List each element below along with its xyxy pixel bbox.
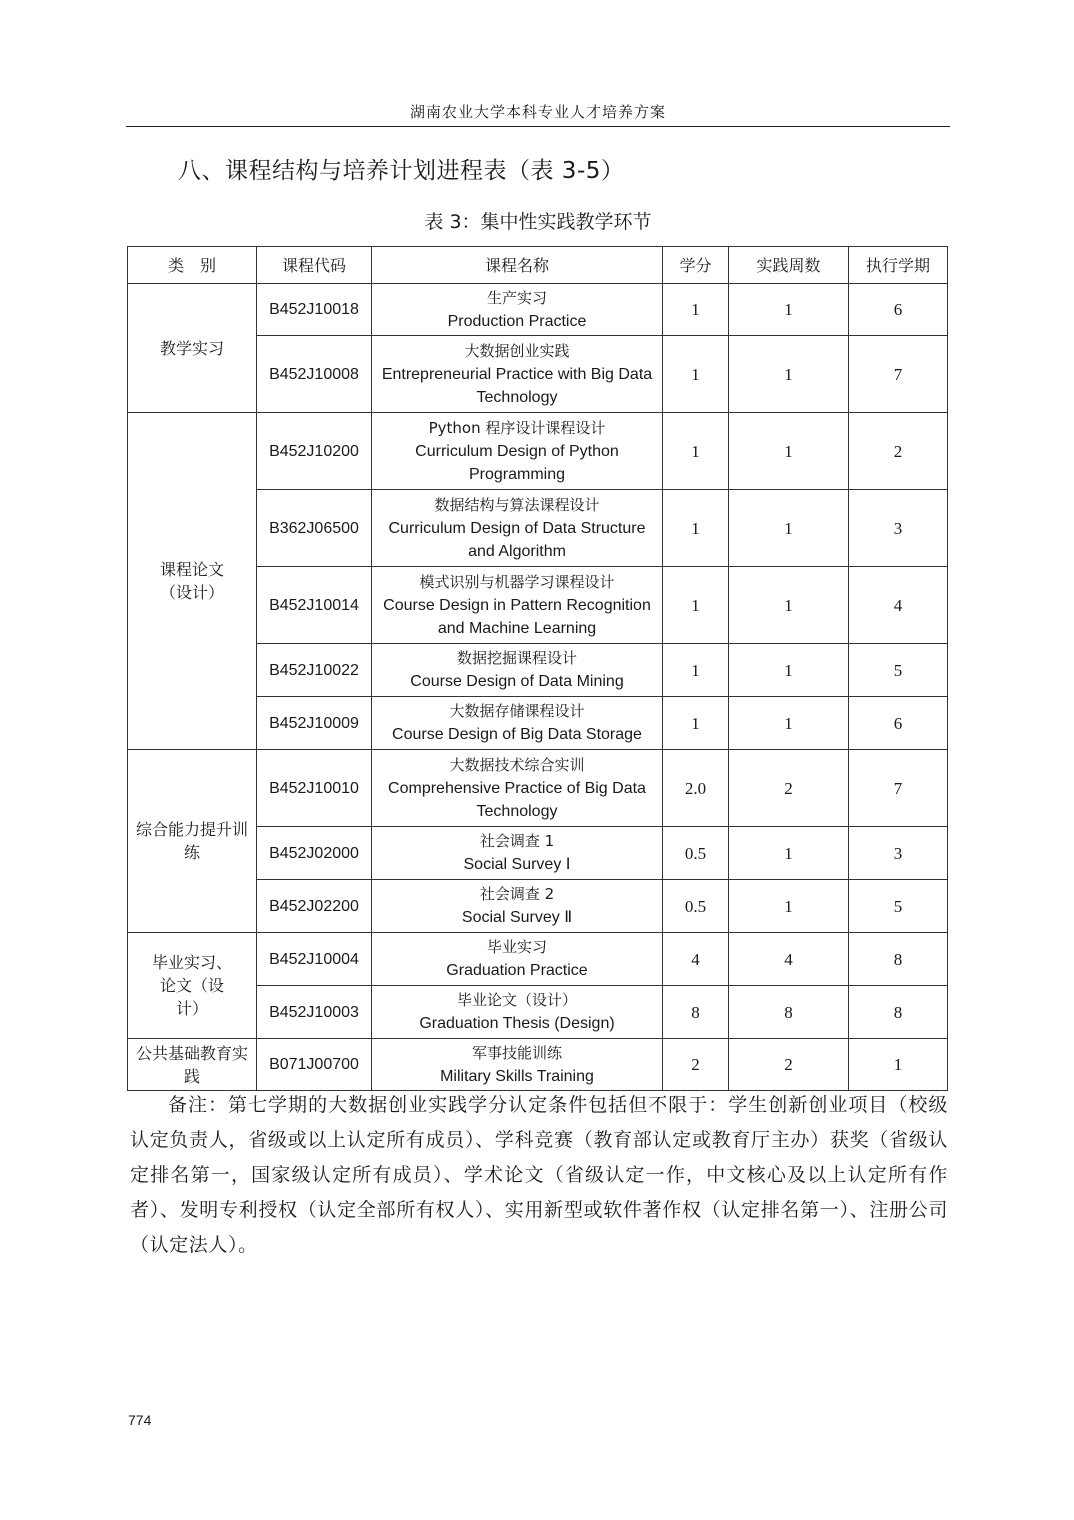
semester-cell: 8	[849, 933, 948, 986]
page-number: 774	[128, 1412, 152, 1428]
course-code-cell: B452J10010	[257, 750, 372, 827]
course-code-cell: B452J10009	[257, 697, 372, 750]
course-name-zh: 社会调查 1	[479, 832, 555, 850]
column-header-weeks: 实践周数	[729, 247, 849, 284]
course-name-cell	[372, 567, 663, 644]
weeks-cell: 1	[729, 490, 849, 567]
course-name-cell	[372, 750, 663, 827]
category-cell	[128, 284, 257, 413]
credits-cell: 1	[663, 567, 729, 644]
semester-cell: 3	[849, 827, 948, 880]
course-code-cell: B452J10008	[257, 336, 372, 413]
course-name-zh: 生产实习	[486, 288, 547, 307]
course-name-en: Graduation Practice	[446, 962, 588, 979]
course-name-zh: 数据挖掘课程设计	[456, 649, 577, 667]
table-caption: 表 3：集中性实践教学环节	[424, 211, 652, 233]
table-body	[128, 284, 948, 1091]
credits-cell: 1	[663, 284, 729, 336]
course-name-en: Curriculum Design of Data Structure and Algorithm	[388, 519, 646, 560]
course-code-cell: B452J10200	[257, 413, 372, 490]
table-row	[128, 750, 948, 827]
semester-cell: 7	[849, 750, 948, 827]
weeks-cell: 1	[729, 697, 849, 750]
course-name-zh: 大数据存储课程设计	[449, 702, 585, 720]
category-cell	[128, 413, 257, 750]
course-name-en: Comprehensive Practice of Big Data Technology	[388, 779, 646, 820]
credits-cell: 8	[663, 986, 729, 1039]
credits-cell: 1	[663, 644, 729, 697]
course-name-cell	[372, 644, 663, 697]
course-name-en: Social Survey Ⅱ	[461, 909, 573, 926]
weeks-cell: 8	[729, 986, 849, 1039]
semester-cell: 6	[849, 697, 948, 750]
credits-cell: 0.5	[663, 827, 729, 880]
course-name-zh: 数据结构与算法课程设计	[434, 495, 600, 514]
course-name-cell	[372, 1039, 663, 1091]
course-code-cell: B362J06500	[257, 490, 372, 567]
column-header-code: 课程代码	[257, 247, 372, 284]
remark-paragraph: 备注：第七学期的大数据创业实践学分认定条件包括但不限于：学生创新创业项目（校级认定负责人，省级或以上认定所有成员）、学科竞赛（教育部认定或教育厅主办）获奖（省级认定排名第一，国家级认定所有成员）、学术论文（省级认定一作，中文核心及以上认定所有作者）、发明专利授权（认定全部所有权人）、实用新型或软件著作权（认定排名第一）、注册公司（认定法人）。	[130, 1094, 948, 1256]
course-name-cell	[372, 336, 663, 413]
category-cell	[128, 933, 257, 1039]
table-row	[128, 1039, 948, 1091]
column-header-category: 类 别	[128, 247, 257, 284]
weeks-cell: 2	[729, 1039, 849, 1091]
weeks-cell: 1	[729, 284, 849, 336]
semester-cell: 8	[849, 986, 948, 1039]
weeks-cell: 1	[729, 336, 849, 413]
course-name-en: Course Design of Data Mining	[410, 673, 624, 690]
course-name-cell	[372, 933, 663, 986]
table-row	[128, 933, 948, 986]
course-name-cell	[372, 827, 663, 880]
credits-cell: 0.5	[663, 880, 729, 933]
running-header: 湖南农业大学本科专业人才培养方案	[409, 103, 666, 121]
weeks-cell: 1	[729, 413, 849, 490]
weeks-cell: 4	[729, 933, 849, 986]
course-name-zh: 大数据技术综合实训	[449, 755, 585, 774]
semester-cell: 7	[849, 336, 948, 413]
category-label: 公共基础教育实践	[136, 1043, 249, 1086]
table-row	[128, 413, 948, 490]
semester-cell: 3	[849, 490, 948, 567]
course-name-zh: 毕业实习	[486, 938, 547, 956]
category-cell	[128, 1039, 257, 1091]
column-header-credits: 学分	[663, 247, 729, 284]
credits-cell: 1	[663, 413, 729, 490]
course-name-zh: 大数据创业实践	[464, 341, 570, 360]
course-code-cell: B452J02200	[257, 880, 372, 933]
column-header-name: 课程名称	[372, 247, 663, 284]
course-name-zh: 社会调查 2	[479, 885, 555, 903]
semester-cell: 2	[849, 413, 948, 490]
course-name-en: Course Design in Pattern Recognition and Machine Learning	[383, 596, 651, 637]
semester-cell: 1	[849, 1039, 948, 1091]
header-rule	[126, 126, 950, 127]
weeks-cell: 1	[729, 827, 849, 880]
course-name-zh: Python 程序设计课程设计	[428, 418, 606, 437]
course-name-en: Entrepreneurial Practice with Big Data Technology	[381, 365, 653, 406]
category-label: 综合能力提升训练	[136, 820, 249, 862]
course-name-zh: 军事技能训练	[471, 1043, 562, 1062]
course-name-en: Production Practice	[447, 312, 587, 330]
course-name-cell	[372, 880, 663, 933]
course-name-cell	[372, 284, 663, 336]
weeks-cell: 2	[729, 750, 849, 827]
course-code-cell: B452J10003	[257, 986, 372, 1039]
course-name-en: Course Design of Big Data Storage	[392, 726, 642, 743]
semester-cell: 6	[849, 284, 948, 336]
weeks-cell: 1	[729, 880, 849, 933]
practice-table	[127, 246, 948, 1091]
section-heading: 八、课程结构与培养计划进程表（表 3-5）	[178, 158, 625, 184]
course-name-cell	[372, 697, 663, 750]
course-name-en: Social Survey Ⅰ	[463, 856, 571, 873]
course-name-en: Military Skills Training	[440, 1067, 594, 1085]
category-label: 课程论文（设计）	[159, 560, 224, 602]
course-code-cell: B071J00700	[257, 1039, 372, 1091]
course-code-cell: B452J02000	[257, 827, 372, 880]
course-name-cell	[372, 490, 663, 567]
table-header-row	[128, 247, 948, 284]
semester-cell: 4	[849, 567, 948, 644]
course-code-cell: B452J10022	[257, 644, 372, 697]
course-name-en: Graduation Thesis (Design)	[419, 1015, 615, 1032]
credits-cell: 2	[663, 1039, 729, 1091]
weeks-cell: 1	[729, 644, 849, 697]
course-name-cell	[372, 413, 663, 490]
semester-cell: 5	[849, 644, 948, 697]
course-name-zh: 模式识别与机器学习课程设计	[419, 572, 615, 591]
category-label: 教学实习	[159, 338, 224, 358]
credits-cell: 2.0	[663, 750, 729, 827]
credits-cell: 4	[663, 933, 729, 986]
table-row	[128, 284, 948, 336]
credits-cell: 1	[663, 490, 729, 567]
semester-cell: 5	[849, 880, 948, 933]
category-label: 毕业实习、论文（设计）	[152, 953, 233, 1018]
course-name-en: Curriculum Design of Python Programming	[415, 442, 619, 483]
category-cell	[128, 750, 257, 933]
column-header-semester: 执行学期	[849, 247, 948, 284]
credits-cell: 1	[663, 336, 729, 413]
course-code-cell: B452J10014	[257, 567, 372, 644]
course-code-cell: B452J10018	[257, 284, 372, 336]
credits-cell: 1	[663, 697, 729, 750]
course-name-zh: 毕业论文（设计）	[456, 991, 577, 1009]
course-name-cell	[372, 986, 663, 1039]
weeks-cell: 1	[729, 567, 849, 644]
course-code-cell: B452J10004	[257, 933, 372, 986]
